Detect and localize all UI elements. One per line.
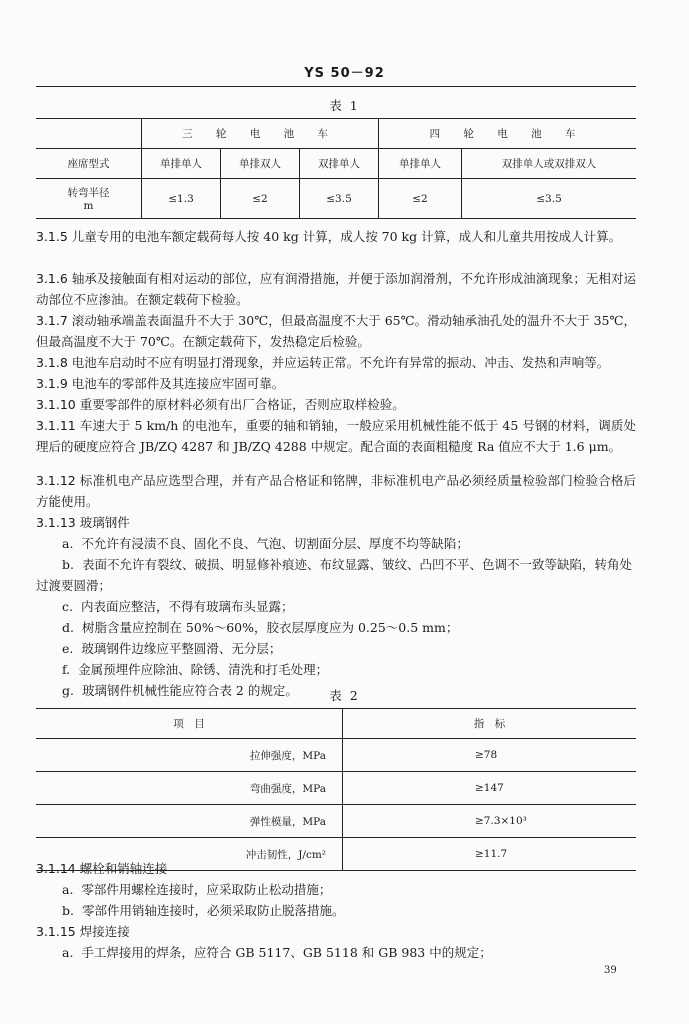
list-item (62, 879, 636, 900)
table2-caption: 表 2 (329, 688, 360, 703)
table1-cell: ≤2 (221, 179, 300, 219)
clause-3-1-8 (36, 352, 636, 373)
clause-number: 3.1.8 (36, 355, 68, 370)
item-label: a. (62, 882, 74, 897)
table1-cell: 单排单人 (142, 149, 221, 179)
table1-caption: 表 1 (329, 98, 360, 113)
list-item (62, 659, 636, 680)
clause-number: 3.1.12 (36, 473, 76, 488)
clause-text: 重要零部件的原材料必须有出厂合格证，否则应取样检验。 (79, 397, 405, 412)
table2-item: 冲击韧性，J/cm² (36, 838, 343, 871)
clause-number: 3.1.5 (36, 229, 68, 244)
table1-cell: ≤2 (379, 179, 462, 219)
bolt-pin-requirements (62, 879, 636, 921)
table1-cell: ≤1.3 (142, 179, 221, 219)
clause-number: 3.1.11 (36, 418, 76, 433)
table2-item: 拉伸强度，MPa (36, 739, 343, 772)
table1-group-three: 三 轮 电 池 车 (142, 119, 379, 149)
item-label: a. (62, 536, 74, 551)
item-text: 不允许有浸渍不良、固化不良、气泡、切割面分层、厚度不均等缺陷； (81, 536, 469, 551)
item-label: f. (62, 662, 71, 677)
table1-cell: 双排单人 (300, 149, 379, 179)
list-item (62, 533, 636, 554)
clause-3-1-5 (36, 226, 636, 247)
list-item (62, 942, 636, 963)
table1-cell: 单排单人 (379, 149, 462, 179)
clause-number: 3.1.6 (36, 271, 68, 286)
document-code: YS 50－92 (304, 66, 385, 81)
table2-item: 弯曲强度，MPa (36, 772, 343, 805)
clause-number: 3.1.7 (36, 313, 68, 328)
clause-text: 电池车启动时不应有明显打滑现象，并应运转正常。不允许有异常的振动、冲击、发热和声响等。 (71, 355, 610, 370)
list-item (62, 617, 636, 638)
table2-value: ≥7.3×10³ (343, 805, 637, 838)
clause-text: 滚动轴承端盖表面温升不大于 30℃，但最高温度不大于 65℃。滑动轴承油孔处的温升不大于 35℃，但最高温度不大于 70℃。在额定载荷下，发热稳定后检验。 (36, 313, 636, 349)
list-item (36, 554, 636, 596)
item-text: 零部件用销轴连接时，必须采取防止脱落措施。 (81, 903, 345, 918)
table2-header-item: 项 目 (36, 709, 343, 739)
list-item (62, 638, 636, 659)
clause-text: 电池车的零部件及其连接应牢固可靠。 (71, 376, 285, 391)
table1-cell: 双排单人或双排双人 (462, 149, 637, 179)
clause-number: 3.1.13 (36, 515, 76, 530)
item-text: 树脂含量应控制在 50%～60%，胶衣层厚度应为 0.25～0.5 mm； (81, 620, 459, 635)
turn-radius-unit: m (83, 200, 94, 212)
item-label: d. (62, 620, 74, 635)
table1-cell: ≤3.5 (300, 179, 379, 219)
item-label: c. (62, 599, 73, 614)
table1-cell: 单排双人 (221, 149, 300, 179)
list-item (62, 596, 636, 617)
table1-row-label (36, 179, 142, 219)
clause-number: 3.1.9 (36, 376, 68, 391)
clause-3-1-14 (36, 858, 636, 879)
item-label: e. (62, 641, 74, 656)
clause-text: 车速大于 5 km/h 的电池车，重要的轴和销轴，一般应采用机械性能不低于 45 号钢的材料，调质处理后的硬度应符合 JB/ZQ 4287 和 JB/ZQ 4288 中规定。配合面的表面粗糙度 Ra 值应不大于 1.6 μm。 (36, 418, 636, 454)
header-rule (36, 86, 636, 87)
item-text: 手工焊接用的焊条，应符合 GB 5117、GB 5118 和 GB 983 中的规定； (81, 945, 492, 960)
welding-requirements (62, 942, 636, 963)
clause-number: 3.1.10 (36, 397, 76, 412)
item-text: 玻璃钢件边缘应平整圆滑、无分层； (81, 641, 282, 656)
item-label: g. (62, 683, 74, 698)
item-text: 内表面应整洁，不得有玻璃布头显露； (80, 599, 294, 614)
table1-row-label: 座席型式 (36, 149, 142, 179)
clause-title: 焊接连接 (79, 924, 130, 939)
item-text: 表面不允许有裂纹、破损、明显修补痕迹、布纹显露、皱纹、凸凹不平、色调不一致等缺陷，转角处过渡要圆滑； (36, 557, 632, 593)
table2-value: ≥78 (343, 739, 637, 772)
clause-3-1-13 (36, 512, 636, 533)
table1-cell: ≤3.5 (462, 179, 637, 219)
clause-text: 轴承及接触面有相对运动的部位，应有润滑措施，并便于添加润滑剂，不允许形成油滴现象；无相对运动部位不应渗油。在额定载荷下检验。 (36, 271, 636, 307)
page-number: 39 (604, 965, 617, 976)
clause-3-1-12 (36, 470, 636, 512)
item-label: a. (62, 945, 74, 960)
clause-3-1-11 (36, 415, 636, 457)
clause-3-1-6 (36, 268, 636, 310)
item-label: b. (62, 557, 74, 572)
clause-title: 玻璃钢件 (79, 515, 130, 530)
table2-value: ≥11.7 (343, 838, 637, 871)
table2-header-value: 指 标 (343, 709, 637, 739)
table1-group-four: 四 轮 电 池 车 (379, 119, 637, 149)
clause-text: 标准机电产品应选型合理，并有产品合格证和铭牌，非标准机电产品必须经质量检验部门检验合格后方能使用。 (36, 473, 636, 509)
item-text: 玻璃钢件机械性能应符合表 2 的规定。 (81, 683, 298, 698)
table2 (36, 708, 636, 871)
clause-3-1-7 (36, 310, 636, 352)
clause-number: 3.1.14 (36, 861, 76, 876)
clause-text: 儿童专用的电池车额定载荷每人按 40 kg 计算，成人按 70 kg 计算，成人和儿童共用按成人计算。 (71, 229, 622, 244)
item-text: 金属预埋件应除油、除锈、清洗和打毛处理； (78, 662, 329, 677)
clause-title: 螺栓和销轴连接 (79, 861, 168, 876)
turn-radius-label: 转弯半径 (67, 187, 110, 199)
list-item (62, 900, 636, 921)
clause-3-1-15 (36, 921, 636, 942)
table2-value: ≥147 (343, 772, 637, 805)
table1 (36, 118, 636, 219)
table1-corner (36, 119, 142, 149)
item-label: b. (62, 903, 74, 918)
clause-3-1-9 (36, 373, 636, 394)
clause-number: 3.1.15 (36, 924, 76, 939)
item-text: 零部件用螺栓连接时，应采取防止松动措施； (81, 882, 332, 897)
clause-3-1-10 (36, 394, 636, 415)
table2-item: 弹性模量，MPa (36, 805, 343, 838)
glass-fiber-requirements (36, 533, 636, 701)
